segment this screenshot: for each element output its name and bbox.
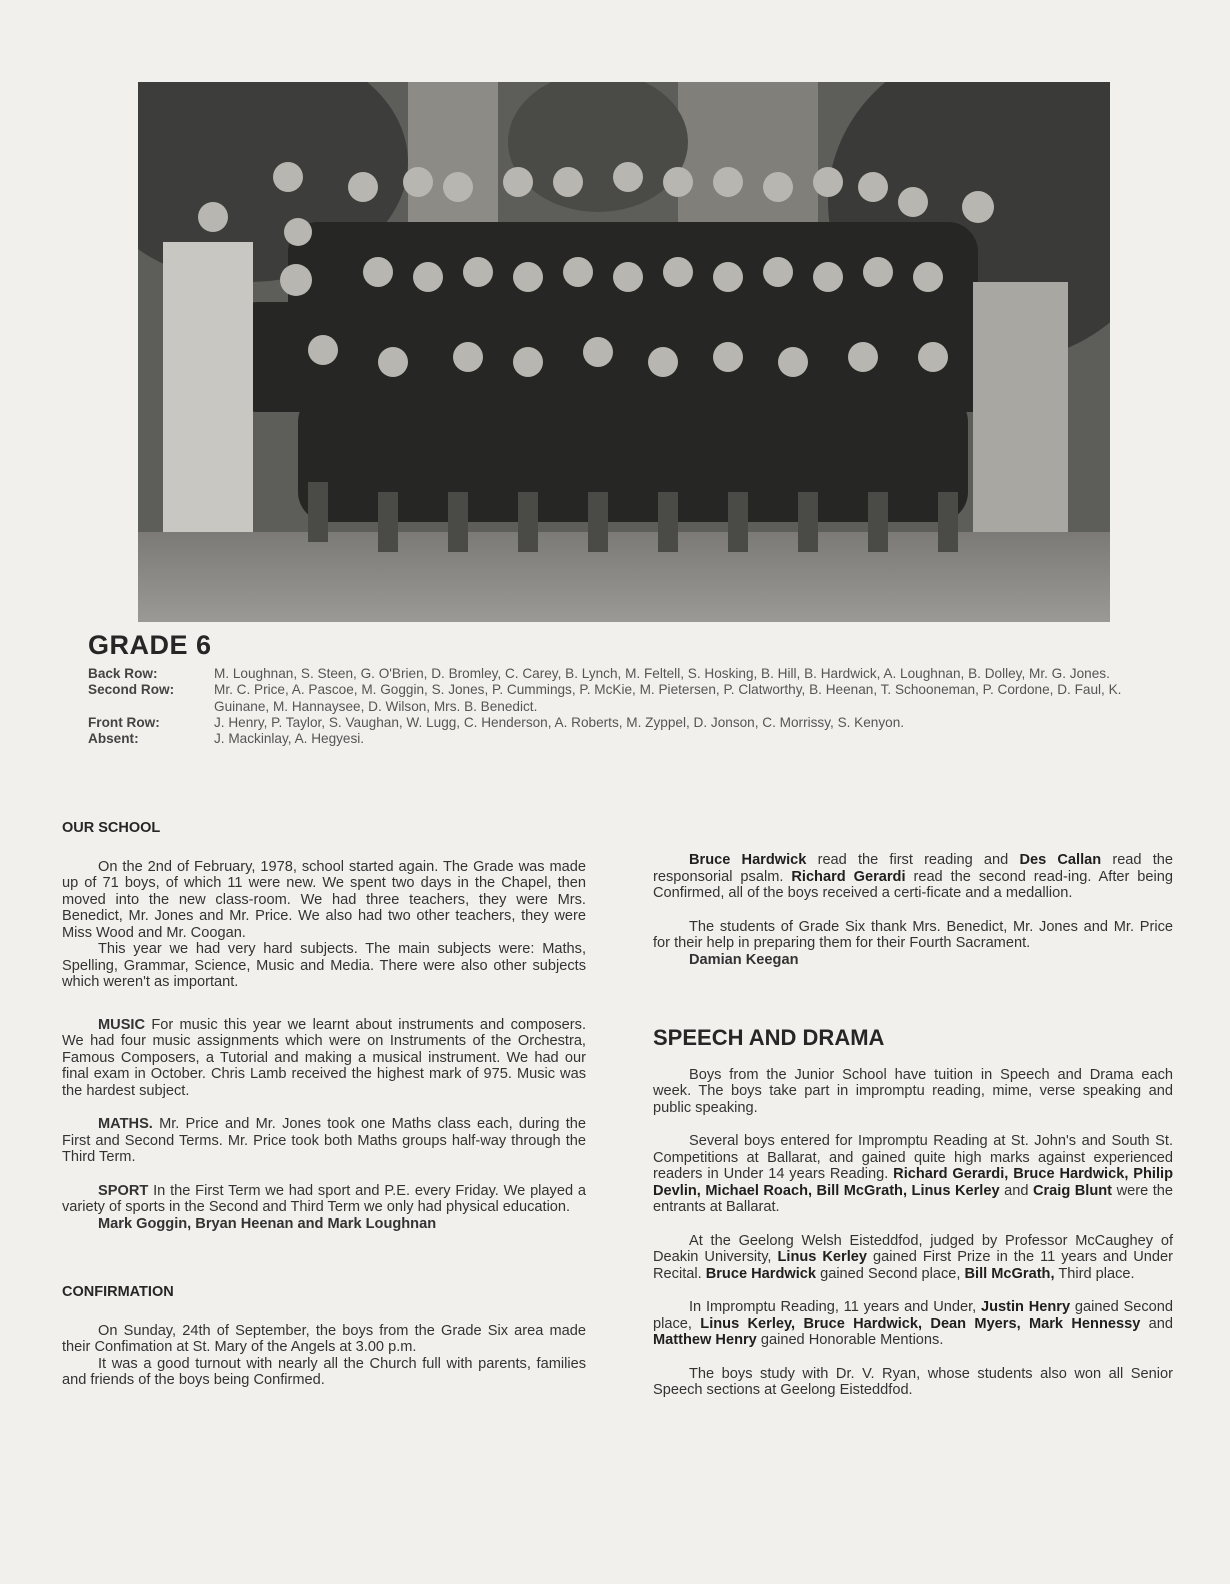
caption-names: J. Mackinlay, A. Hegyesi.	[214, 731, 365, 747]
name-bold: Richard Gerardi	[791, 868, 906, 885]
author-signature: Damian Keegan	[689, 951, 799, 968]
caption-row-second	[88, 682, 1178, 715]
class-photo	[138, 82, 1110, 622]
caption-label: Front Row:	[88, 714, 160, 730]
paragraph-text: read the second read-ing. After being Confirmed, all of the boys received a certi-ficate and a medallion.	[653, 868, 1173, 901]
paragraph-sport	[62, 1183, 586, 1216]
paragraph-text: read the first reading and	[806, 852, 1020, 868]
section-heading-our-school: OUR SCHOOL	[62, 820, 161, 836]
name-bold: Linus Kerley, Bruce Hardwick, Dean Myers, Mark Hennessy	[700, 1315, 1141, 1332]
paragraph-music	[62, 1017, 586, 1100]
caption-names: Mr. C. Price, A. Pascoe, M. Goggin, S. Jones, P. Cummings, P. McKie, M. Pietersen, P. Clatworthy, B. Heenan, T. Schooneman, P. Cordone, D. Faul, K. Guinane, M. Hannaysee, D. Wilson, Mrs. B. Benedict.	[214, 682, 1122, 714]
caption-names: M. Loughnan, S. Steen, G. O'Brien, D. Bromley, C. Carey, B. Lynch, M. Feltell, S. Hosking, B. Hill, B. Hardwick, A. Loughnan, B. Dolley, Mr. G. Jones.	[214, 666, 1110, 681]
caption-row-front	[88, 715, 1178, 731]
paragraph-text: Third place.	[1054, 1265, 1135, 1282]
paragraph-text: In the First Term we had sport and P.E. every Friday. We played a variety of sports in the Second and Third Term we only had physical education.	[62, 1182, 586, 1215]
photo-caption	[88, 666, 1178, 747]
paragraph-text: Several boys entered for Impromptu Reading at St. John's and South St. Competitions at Ballarat, and gained quite high marks against experienced readers in Under 14 years Reading.	[653, 1133, 1173, 1182]
paragraph-text: gained Honorable Mentions.	[756, 1332, 944, 1348]
paragraph: On Sunday, 24th of September, the boys from the Grade Six area made their Confimation at St. Mary of the Angels at 3.00 p.m.	[62, 1322, 586, 1355]
left-column	[62, 820, 586, 1406]
class-photo-icon	[138, 82, 1110, 622]
run-in-heading: MATHS.	[98, 1116, 153, 1132]
paragraph-text: gained Second place,	[653, 1299, 1173, 1332]
run-in-heading: MUSIC	[98, 1016, 146, 1033]
name-bold: Bill McGrath,	[964, 1265, 1055, 1282]
caption-label: Absent:	[88, 731, 139, 747]
paragraph	[653, 1133, 1173, 1216]
caption-row-back	[88, 666, 1178, 682]
paragraph: On the 2nd of February, 1978, school started again. The Grade was made up of 71 boys, of which 11 were new. We spent two days in the Chapel, then moved into the new class-room. We had three teachers, they were Mrs. Benedict, Mr. Jones and Mr. Price. We also had two other teachers, they were Miss Wood and Mr. Coogan.	[62, 858, 586, 941]
name-bold: Bruce Hardwick	[705, 1265, 817, 1282]
paragraph	[653, 1299, 1173, 1349]
name-bold: Des Callan	[1019, 852, 1102, 868]
section-heading-speech-drama: SPEECH AND DRAMA	[653, 1025, 885, 1050]
name-bold: Bruce Hardwick	[689, 852, 807, 868]
paragraph: The students of Grade Six thank Mrs. Benedict, Mr. Jones and Mr. Price for their help in preparing them for their Fourth Sacrament.	[653, 918, 1173, 951]
paragraph-text: read the responsorial psalm.	[653, 852, 1173, 885]
paragraph-text: and	[1140, 1315, 1174, 1332]
name-bold: Justin Henry	[980, 1299, 1071, 1315]
paragraph	[653, 852, 1173, 902]
paragraph-text: and	[999, 1182, 1033, 1199]
author-signature: Mark Goggin, Bryan Heenan and Mark Loughnan	[98, 1215, 437, 1232]
name-bold: Matthew Henry	[653, 1332, 757, 1348]
name-bold: Linus Kerley	[777, 1249, 868, 1265]
page-title: GRADE 6	[88, 630, 212, 660]
caption-names: J. Henry, P. Taylor, S. Vaughan, W. Lugg, C. Henderson, A. Roberts, M. Zyppel, D. Jonson, C. Morrissy, S. Kenyon.	[214, 714, 905, 730]
paragraph-text: gained First Prize in the 11 years and Under Recital.	[653, 1249, 1174, 1282]
caption-row-absent	[88, 731, 1178, 747]
caption-label: Second Row:	[88, 682, 175, 698]
paragraph-text: gained Second place,	[816, 1265, 965, 1282]
right-column	[653, 852, 1173, 1399]
paragraph: The boys study with Dr. V. Ryan, whose students also won all Senior Speech sections at Geelong Eisteddfod.	[653, 1365, 1173, 1398]
paragraph	[653, 1233, 1173, 1283]
paragraph-text: Mr. Price and Mr. Jones took one Maths class each, during the First and Second Terms. Mr. Price took both Maths groups half-way through the Third Term.	[62, 1116, 586, 1165]
paragraph-text: For music this year we learnt about instruments and composers. We had four music assignments which were on Instruments of the Orchestra, Famous Composers, a Tutorial and making a musical instrument. We had our final exam in October. Chris Lamb received the highest mark of 975. Music was the hardest subject.	[62, 1016, 586, 1099]
paragraph: Boys from the Junior School have tuition in Speech and Drama each week. The boys take part in impromptu reading, mime, verse speaking and public speaking.	[653, 1066, 1173, 1116]
name-bold: Craig Blunt	[1032, 1182, 1113, 1199]
paragraph: It was a good turnout with nearly all the Church full with parents, families and friends of the boys being Confirmed.	[62, 1355, 586, 1388]
paragraph: This year we had very hard subjects. The main subjects were: Maths, Spelling, Grammar, Science, Music and Media. There were also other subjects which weren't as important.	[62, 941, 586, 990]
run-in-heading: SPORT	[98, 1182, 149, 1199]
paragraph-maths	[62, 1116, 586, 1166]
paragraph-text: In Impromptu Reading, 11 years and Under,	[689, 1299, 981, 1315]
section-heading-confirmation: CONFIRMATION	[62, 1284, 174, 1300]
paragraph-text: At the Geelong Welsh Eisteddfod, judged by Professor McCaughey of Deakin University,	[653, 1232, 1173, 1265]
name-bold: Richard Gerardi, Bruce Hardwick, Philip Devlin, Michael Roach, Bill McGrath, Linus Kerley	[653, 1166, 1173, 1199]
paragraph-text: were the entrants at Ballarat.	[653, 1182, 1173, 1215]
caption-label: Back Row:	[88, 666, 158, 681]
